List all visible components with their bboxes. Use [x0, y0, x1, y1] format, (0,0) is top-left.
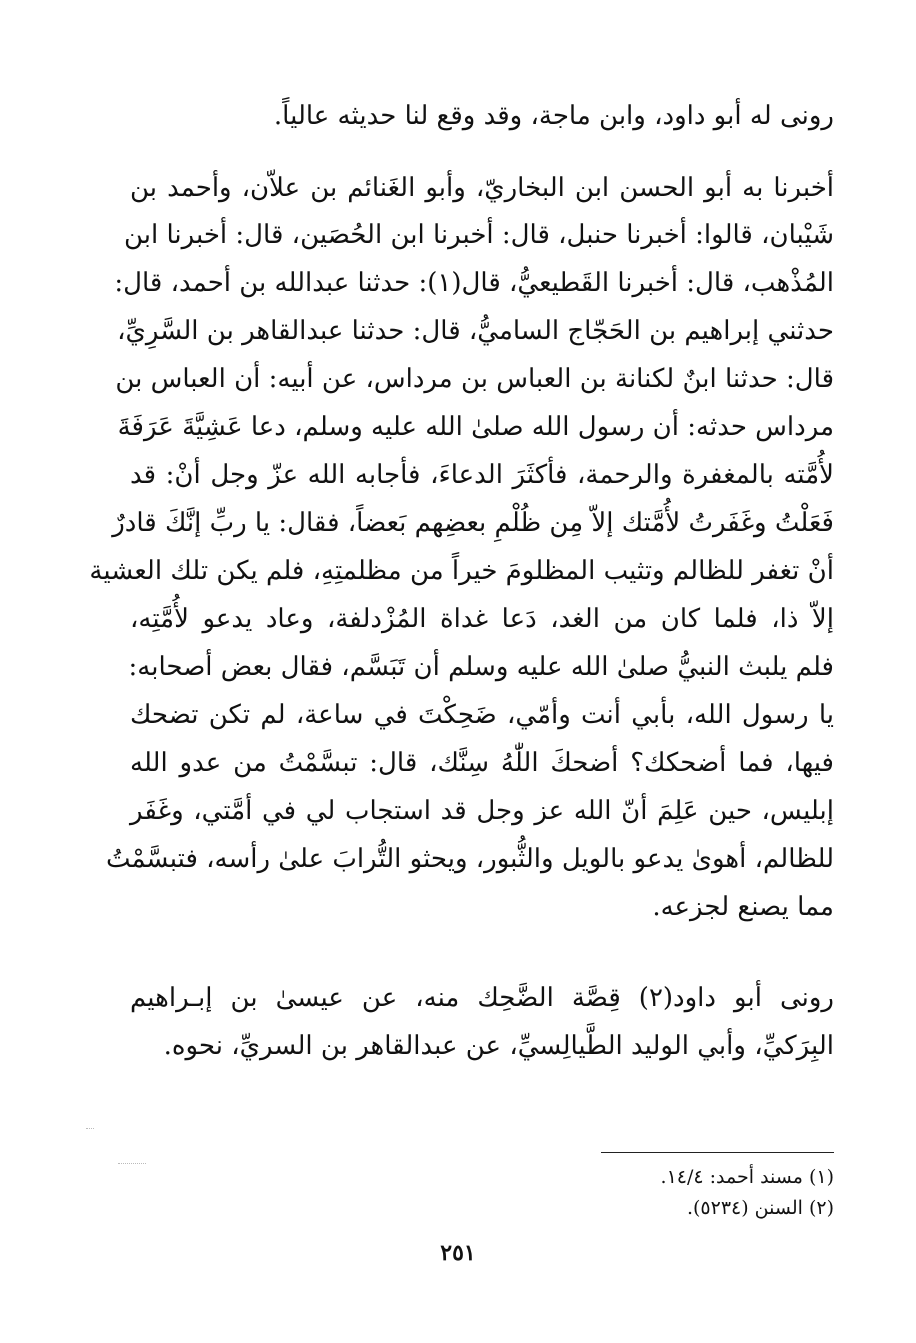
paragraph-2-line: شَيْبان، قالوا: أخبرنا حنبل، قال: أخبرنا ابن الحُصَين، قال: أخبرنا ابن: [123, 220, 834, 250]
paragraph-3-line: رونى أبو داود(٢) قِصَّة الضَّحِك منه، عن عيسىٰ بن إبـراهيم: [130, 983, 834, 1013]
paragraph-2-line: يا رسول الله، بأبي أنت وأمّي، ضَحِكْتَ في ساعة، لم تكن تضحك: [130, 700, 834, 730]
footnote-divider: [601, 1152, 834, 1153]
paragraph-2-line: قال: حدثنا ابنٌ لكنانة بن العباس بن مرداس، عن أبيه: أن العباس بن: [115, 364, 834, 394]
paragraph-2-line: أخبرنا به أبو الحسن ابن البخاريّ، وأبو الغَنائم بن علاّن، وأحمد بن: [130, 173, 834, 203]
page-number: ٢٥١: [440, 1240, 476, 1266]
footnote-2: (٢) السنن (٥٢٣٤).: [686, 1197, 834, 1219]
paragraph-2-line: مرداس حدثه: أن رسول الله صلىٰ الله عليه وسلم، دعا عَشِيَّةَ عَرَفَةَ: [117, 412, 834, 442]
paragraph-2-line: للظالم، أهوىٰ يدعو بالويل والثُّبور، ويحثو التُّرابَ علىٰ رأسه، فتبسَّمْتُ: [106, 844, 834, 874]
paragraph-2-line: حدثني إبراهيم بن الحَجّاج الساميُّ، قال: حدثنا عبدالقاهر بن السَّرِيِّ،: [117, 316, 834, 346]
paragraph-2-line: إلاّ ذا، فلما كان من الغد، دَعا غداة المُزْدلفة، وعاد يدعو لأُمَّتِه،: [130, 604, 834, 634]
paragraph-2-line: إبليس، حين عَلِمَ أنّ الله عز وجل قد استجاب لي في أمَّتي، وغَفَر: [130, 796, 834, 826]
scan-speck: [118, 1163, 146, 1164]
paragraph-3-line: البِرَكيِّ، وأبي الوليد الطَّيالِسيِّ، عن عبدالقاهر بن السريِّ، نحوه.: [163, 1031, 834, 1061]
paragraph-2-line: أنْ تغفر للظالم وتثيب المظلومَ خيراً من مظلمتِهِ، فلم يكن تلك العشية: [89, 556, 834, 586]
paragraph-2-line: فيها، فما أضحكك؟ أضحكَ اللّٰهُ سِنَّك، قال: تبسَّمْتُ من عدو الله: [130, 748, 834, 778]
paragraph-2-line: فلم يلبث النبيُّ صلىٰ الله عليه وسلم أن تَبَسَّم، فقال بعض أصحابه:: [128, 652, 834, 682]
scan-speck: [86, 1128, 94, 1129]
paragraph-2-line: فَعَلْتُ وغَفَرتُ لأُمَّتك إلاّ مِن ظُلْمِ بعضِهم بَعضاً، فقال: يا ربِّ إنَّكَ قادرٌ: [112, 508, 834, 538]
paragraph-2-line: المُذْهب، قال: أخبرنا القَطيعيُّ، قال(١): حدثنا عبدالله بن أحمد، قال:: [114, 268, 834, 298]
footnote-1: (١) مسند أحمد: ١٤/٤.: [660, 1166, 834, 1188]
paragraph-1-line: رونى له أبو داود، وابن ماجة، وقد وقع لنا حديثه عالياً.: [273, 101, 834, 131]
paragraph-2-line: لأُمَّته بالمغفرة والرحمة، فأكثَرَ الدعاءَ، فأجابه الله عزّ وجل أنْ: قد: [130, 460, 834, 490]
paragraph-2-line: مما يصنع لجزعه.: [652, 892, 834, 922]
